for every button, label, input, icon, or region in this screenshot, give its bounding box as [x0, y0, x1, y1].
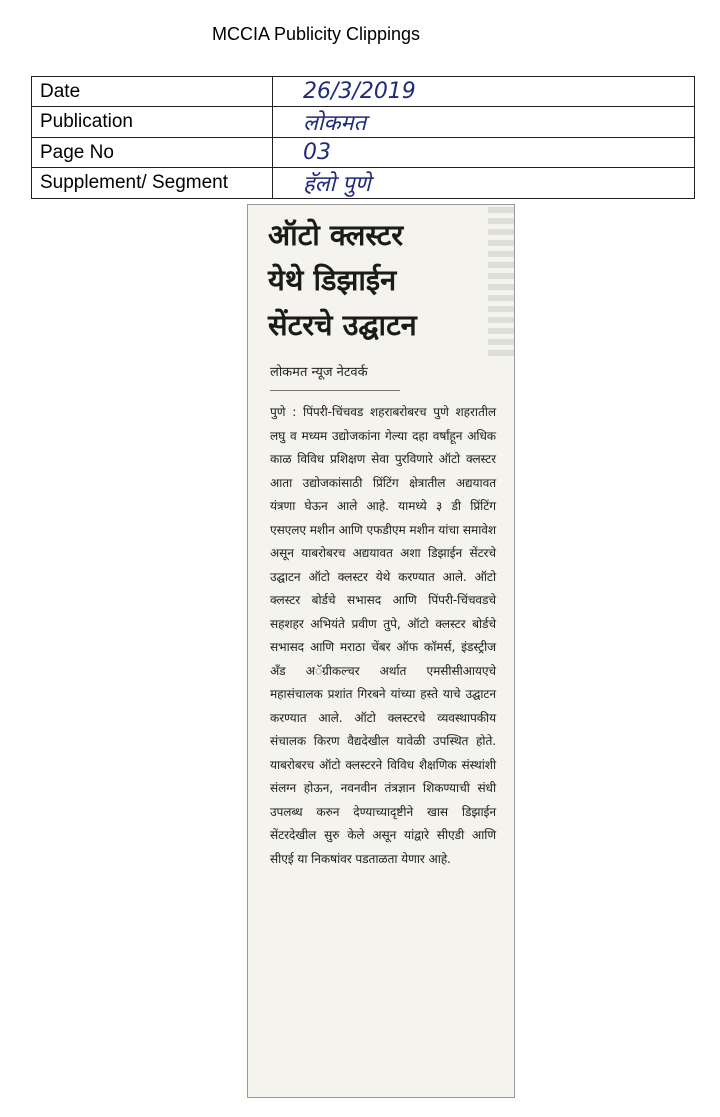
meta-row-supplement — [32, 168, 695, 199]
page-no-label: Page No — [32, 138, 273, 168]
headline-line-2: येथे डिझाईन — [268, 263, 397, 297]
metadata-table — [31, 76, 695, 199]
article-byline: लोकमत न्यूज नेटवर्क — [270, 365, 368, 380]
headline-line-1: ऑटो क्लस्टर — [268, 218, 404, 252]
article-headline — [268, 213, 478, 348]
meta-row-publication — [32, 107, 695, 138]
page-no-value: 03 — [273, 138, 695, 168]
meta-row-page — [32, 138, 695, 168]
meta-row-date — [32, 77, 695, 107]
date-label: Date — [32, 77, 273, 107]
article-body: पुणे : पिंपरी-चिंचवड शहराबरोबरच पुणे शहरातील लघु व मध्यम उद्योजकांना गेल्या दहा वर्षांहून अधिक काळ विविध प्रशिक्षण सेवा पुरविणारे ऑटो क्लस्टर आता उद्योजकांसाठी प्रिंटिंग क्षेत्रातील अद्ययावत यंत्रणा घेऊन आले आहे. यामध्ये ३ डी प्रिंटिंग एसएलए मशीन आणि एफडीएम मशीन यांचा समावेश असून याबरोबरच अद्ययावत अशा डिझाईन सेंटरचे उद्घाटन ऑटो क्लस्टर येथे करण्यात आले. ऑटो क्लस्टर बोर्डचे सभासद आणि पिंपरी-चिंचवडचे सहशहर अभियंते प्रवीण तुपे, ऑटो क्लस्टर बोर्डचे सभासद आणि मराठा चेंबर ऑफ कॉमर्स, इंडस्ट्रीज अँड अॅग्रीकल्चर अर्थात एमसीसीआयएचे महासंचालक प्रशांत गिरबने यांच्या हस्ते याचे उद्घाटन करण्यात आले. ऑटो क्लस्टरचे व्यवस्थापकीय संचालक किरण वैद्यदेखील यावेळी उपस्थित होते. याबरोबरच ऑटो क्लस्टरने विविध शैक्षणिक संस्थांशी संलग्न होऊन, नवनवीन तंत्रज्ञान शिकण्याची संधी उपलब्ध करुन देण्याच्यादृष्टीने खास डिझाईन सेंटरदेखील सुरु केले असून यांद्वारे सीएडी आणि सीएई या निकषांवर पडताळता येणार आहे. — [270, 405, 496, 866]
newspaper-clipping — [247, 204, 515, 1098]
publication-label: Publication — [32, 107, 273, 138]
date-value: 26/3/2019 — [273, 77, 695, 107]
supplement-value: हॅलो पुणे — [273, 168, 695, 199]
publication-value: लोकमत — [273, 107, 695, 138]
headline-line-3: सेंटरचे उद्घाटन — [268, 308, 417, 342]
page-title: MCCIA Publicity Clippings — [211, 24, 421, 44]
byline-divider — [270, 390, 400, 391]
supplement-label: Supplement/ Segment — [32, 168, 273, 199]
adjacent-column-bleed — [488, 207, 515, 357]
